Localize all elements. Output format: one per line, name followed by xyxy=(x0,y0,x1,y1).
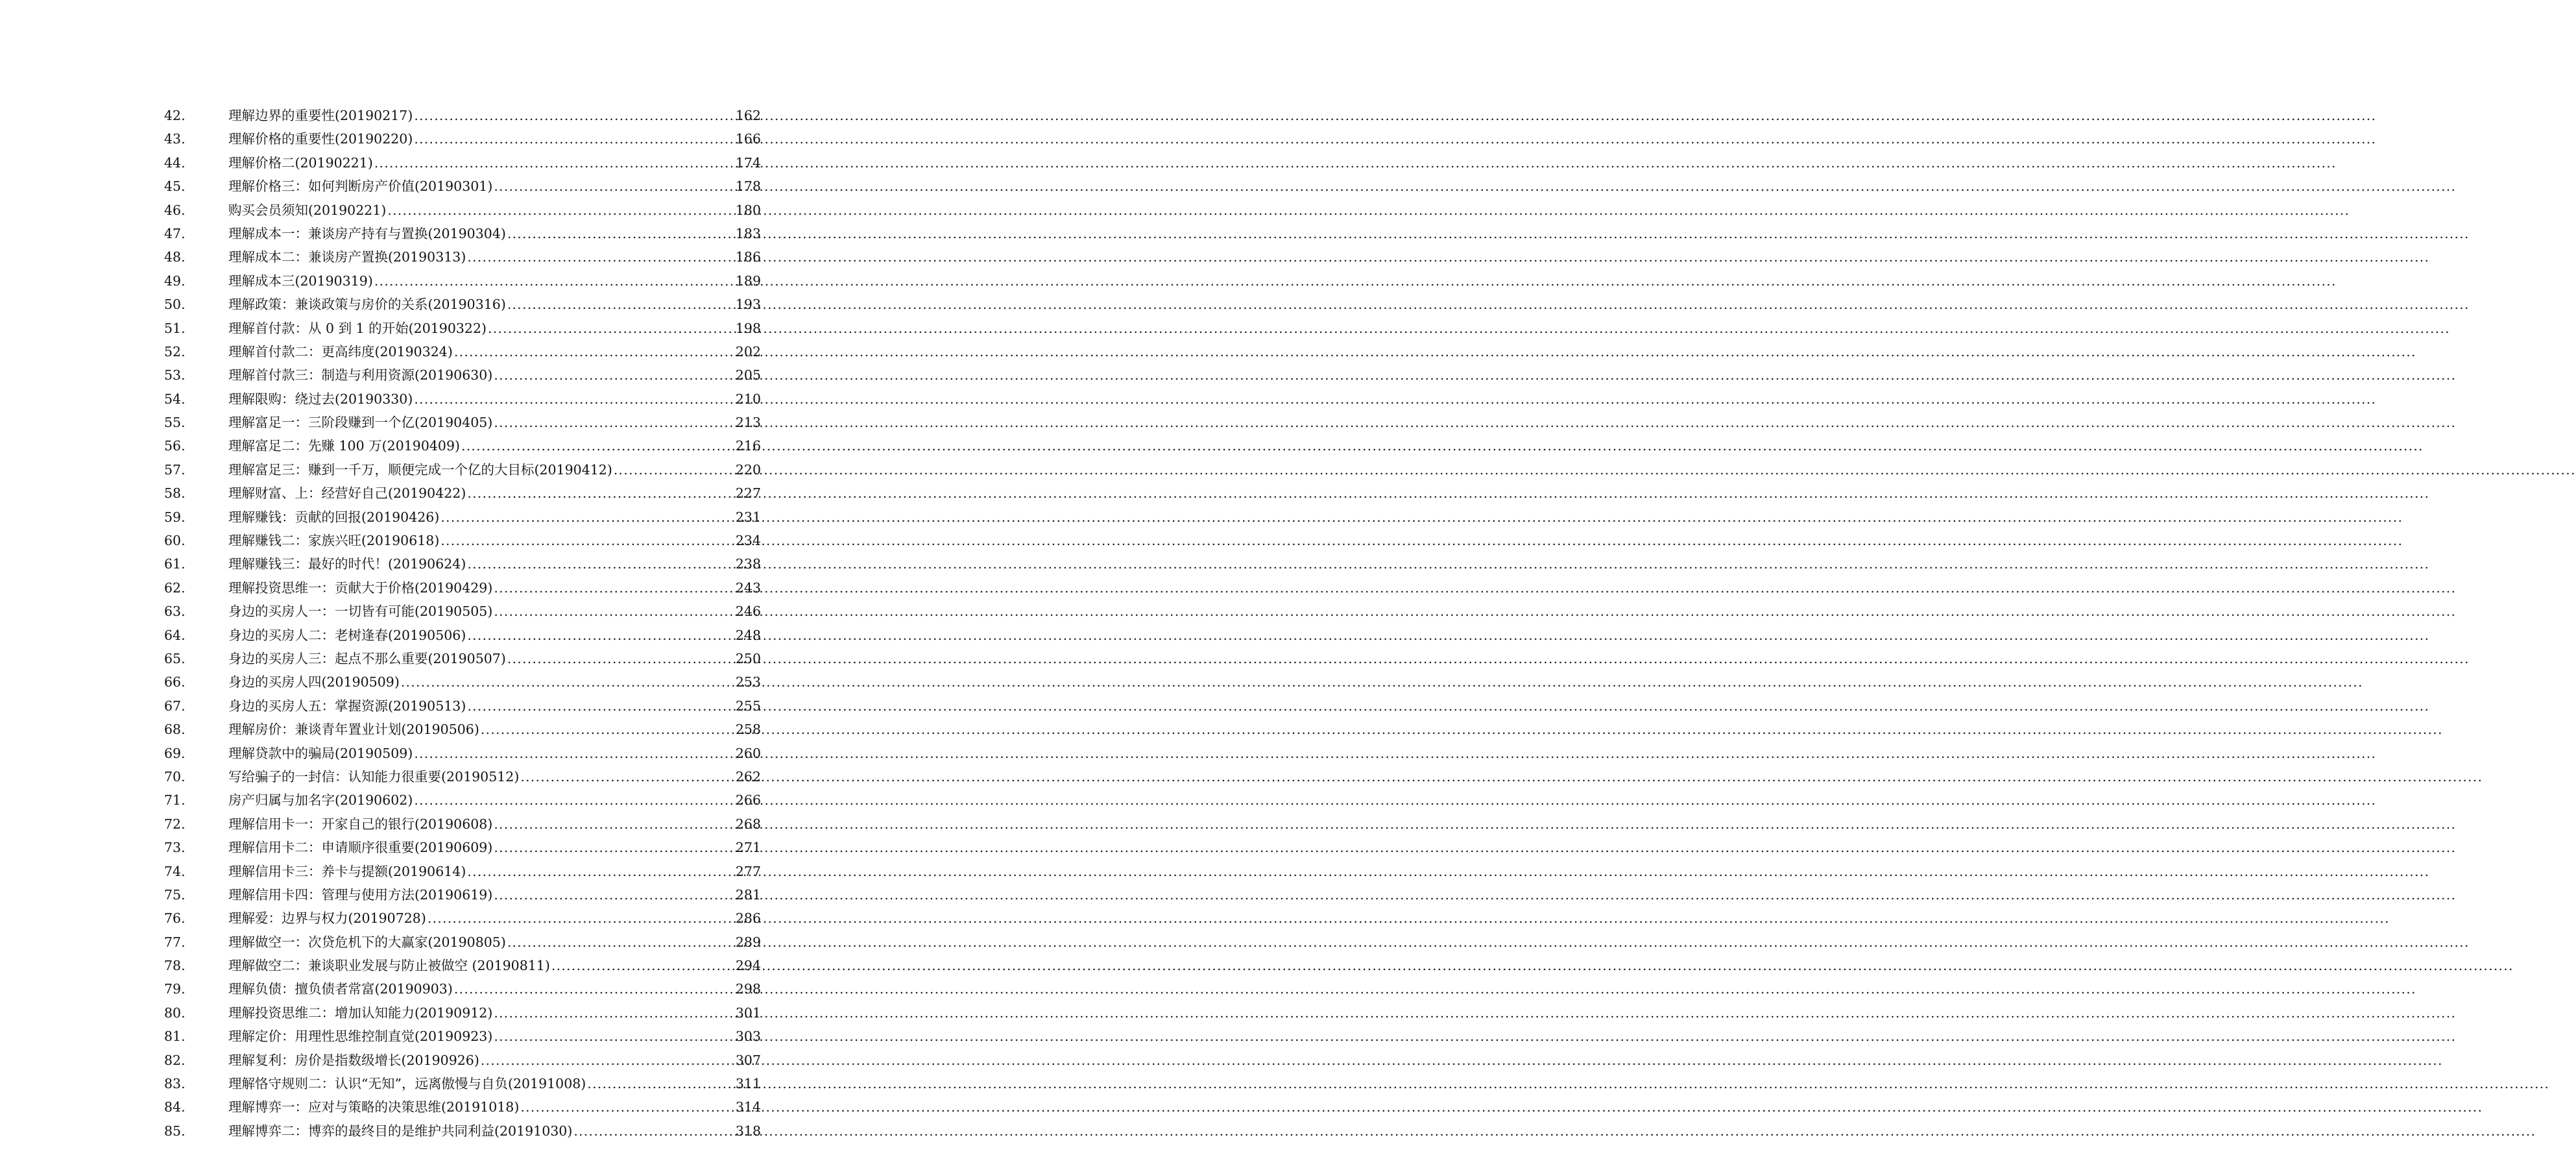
toc-dot-leader xyxy=(461,434,734,457)
toc-entry-title: 理解爱：边界与权力(20190728) xyxy=(228,910,426,927)
toc-entry-17[interactable] xyxy=(0,505,896,529)
toc-entry-24[interactable] xyxy=(0,670,896,694)
toc-entry-number: 46. xyxy=(164,202,186,218)
toc-entry-page: 307 xyxy=(735,1052,761,1068)
toc-entry-number: 47. xyxy=(164,225,186,241)
toc-entry-line xyxy=(228,411,761,434)
toc-entry-page: 294 xyxy=(735,958,761,974)
toc-entry-number: 62. xyxy=(164,579,186,596)
toc-entry-34[interactable] xyxy=(0,906,896,930)
toc-entry-line xyxy=(228,340,761,363)
toc-entry-number: 71. xyxy=(164,792,186,809)
toc-entry-line xyxy=(228,954,761,977)
toc-entry-page: 162 xyxy=(735,108,761,123)
toc-entry-page: 216 xyxy=(735,438,761,454)
toc-entry-line xyxy=(228,245,761,269)
toc-entry-page: 303 xyxy=(735,1028,761,1045)
toc-entry-page: 248 xyxy=(735,627,761,643)
toc-entry-number: 42. xyxy=(164,108,186,123)
toc-entry-30[interactable] xyxy=(0,812,896,836)
toc-entry-page: 234 xyxy=(735,533,761,549)
toc-entry-20[interactable] xyxy=(0,576,896,600)
toc-entry-page: 298 xyxy=(735,981,761,997)
toc-entry-line xyxy=(228,977,761,1001)
toc-entry-title: 理解限购：绕过去(20190330) xyxy=(228,391,413,407)
toc-entry-page: 198 xyxy=(735,320,761,336)
toc-entry-23[interactable] xyxy=(0,647,896,670)
toc-entry-36[interactable] xyxy=(0,954,896,977)
toc-entry-page: 246 xyxy=(735,603,761,620)
toc-entry-number: 45. xyxy=(164,178,186,195)
toc-entry-number: 53. xyxy=(164,367,186,383)
toc-entry-page: 286 xyxy=(735,910,761,927)
toc-entry-number: 59. xyxy=(164,509,186,525)
toc-entry-number: 54. xyxy=(164,391,186,407)
toc-entry-line xyxy=(228,222,761,245)
toc-entry-title: 理解做空一：次贷危机下的大赢家(20190805) xyxy=(228,934,506,950)
toc-entry-title: 身边的买房人五：掌握资源(20190513) xyxy=(228,698,466,714)
toc-entry-line xyxy=(228,1119,761,1143)
toc-entry-number: 58. xyxy=(164,485,186,502)
toc-entry-page: 166 xyxy=(735,131,761,147)
toc-entry-page: 213 xyxy=(735,415,761,431)
toc-entry-25[interactable] xyxy=(0,694,896,718)
toc-entry-page: 268 xyxy=(735,816,761,832)
toc-entry-19[interactable] xyxy=(0,552,896,576)
toc-dot-leader xyxy=(440,529,734,552)
toc-entry-title: 理解投资思维二：增加认知能力(20190912) xyxy=(228,1004,493,1021)
toc-entry-number: 76. xyxy=(164,910,186,927)
toc-dot-leader xyxy=(494,363,734,387)
toc-entry-line xyxy=(228,458,761,481)
toc-entry-number: 66. xyxy=(164,674,186,690)
table-of-contents xyxy=(0,104,896,1143)
toc-dot-leader xyxy=(507,222,734,245)
toc-entry-title: 理解投资思维一：贡献大于价格(20190429) xyxy=(228,579,493,596)
toc-dot-leader xyxy=(414,104,734,127)
toc-entry-line xyxy=(228,387,761,411)
toc-entry-page: 281 xyxy=(735,886,761,903)
toc-entry-line xyxy=(228,576,761,600)
toc-entry-31[interactable] xyxy=(0,836,896,859)
toc-entry-line xyxy=(228,1049,761,1072)
toc-entry-title: 理解赚钱：贡献的回报(20190426) xyxy=(228,509,440,525)
toc-entry-13[interactable] xyxy=(0,411,896,434)
toc-entry-page: 220 xyxy=(735,461,761,478)
toc-entry-line xyxy=(228,600,761,623)
toc-entry-12[interactable] xyxy=(0,387,896,411)
toc-entry-line xyxy=(228,1025,761,1048)
toc-entry-page: 186 xyxy=(735,249,761,265)
toc-entry-number: 81. xyxy=(164,1028,186,1045)
toc-entry-title: 理解富足二：先赚 100 万(20190409) xyxy=(228,438,460,454)
toc-dot-leader xyxy=(488,317,734,340)
toc-entry-page: 253 xyxy=(735,674,761,690)
toc-entry-page: 174 xyxy=(735,154,761,171)
toc-entry-35[interactable] xyxy=(0,931,896,954)
toc-entry-15[interactable] xyxy=(0,458,896,481)
toc-entry-title: 写给骗子的一封信：认知能力很重要(20190512) xyxy=(228,768,520,785)
toc-dot-leader xyxy=(614,458,734,481)
toc-entry-33[interactable] xyxy=(0,883,896,906)
toc-entry-title: 理解负债：擅负债者常富(20190903) xyxy=(228,981,453,997)
toc-entry-title: 身边的买房人一：一切皆有可能(20190505) xyxy=(228,603,493,620)
toc-entry-page: 262 xyxy=(735,768,761,785)
toc-entry-number: 68. xyxy=(164,722,186,738)
toc-entry-32[interactable] xyxy=(0,860,896,883)
toc-dot-leader xyxy=(467,624,734,647)
toc-entry-line xyxy=(228,931,761,954)
toc-entry-number: 69. xyxy=(164,745,186,761)
toc-dot-leader xyxy=(494,600,734,623)
toc-entry-page: 178 xyxy=(735,178,761,195)
toc-entry-title: 理解首付款三：制造与利用资源(20190630) xyxy=(228,367,493,383)
toc-entry-line xyxy=(228,199,761,222)
toc-entry-18[interactable] xyxy=(0,529,896,552)
toc-dot-leader xyxy=(374,151,734,175)
toc-entry-title: 身边的买房人二：老树逢春(20190506) xyxy=(228,627,466,643)
toc-dot-leader xyxy=(507,647,734,670)
toc-dot-leader xyxy=(494,411,734,434)
toc-entry-line xyxy=(228,694,761,718)
toc-entry-number: 52. xyxy=(164,343,186,359)
toc-entry-title: 理解价格二(20190221) xyxy=(228,154,373,171)
toc-entry-16[interactable] xyxy=(0,481,896,505)
toc-dot-leader xyxy=(494,175,734,198)
toc-entry-21[interactable] xyxy=(0,600,896,623)
toc-entry-title: 理解信用卡四：管理与使用方法(20190619) xyxy=(228,886,493,903)
toc-entry-number: 64. xyxy=(164,627,186,643)
toc-entry-4[interactable] xyxy=(0,199,896,222)
toc-dot-leader xyxy=(494,1001,734,1025)
toc-entry-line xyxy=(228,175,761,198)
toc-entry-number: 79. xyxy=(164,981,186,997)
toc-entry-number: 49. xyxy=(164,273,186,289)
toc-dot-leader xyxy=(507,931,734,954)
toc-entry-line xyxy=(228,860,761,883)
toc-entry-29[interactable] xyxy=(0,788,896,812)
toc-dot-leader xyxy=(467,481,734,505)
toc-dot-leader xyxy=(467,552,734,576)
toc-dot-leader xyxy=(494,812,734,836)
toc-entry-title: 理解首付款二：更高纬度(20190324) xyxy=(228,343,453,359)
toc-entry-title: 理解价格三：如何判断房产价值(20190301) xyxy=(228,178,493,195)
toc-dot-leader xyxy=(481,718,734,741)
toc-entry-line xyxy=(228,1095,761,1119)
toc-entry-title: 理解贷款中的骗局(20190509) xyxy=(228,745,413,761)
toc-entry-title: 理解房价：兼谈青年置业计划(20190506) xyxy=(228,722,479,738)
toc-entry-line xyxy=(228,788,761,812)
toc-entry-title: 身边的买房人四(20190509) xyxy=(228,674,400,690)
toc-entry-title: 理解边界的重要性(20190217) xyxy=(228,108,413,123)
toc-entry-number: 78. xyxy=(164,958,186,974)
toc-entry-number: 85. xyxy=(164,1123,186,1139)
toc-entry-title: 理解恪守规则二：认识“无知”，远离傲慢与自负(20191008) xyxy=(228,1076,586,1092)
toc-entry-page: 301 xyxy=(735,1004,761,1021)
toc-entry-10[interactable] xyxy=(0,340,896,363)
toc-entry-page: 231 xyxy=(735,509,761,525)
toc-entry-14[interactable] xyxy=(0,434,896,457)
toc-entry-5[interactable] xyxy=(0,222,896,245)
toc-entry-title: 理解复利：房价是指数级增长(20190926) xyxy=(228,1052,479,1068)
toc-dot-leader xyxy=(494,836,734,859)
toc-entry-title: 理解信用卡三：养卡与提额(20190614) xyxy=(228,863,466,879)
toc-entry-line xyxy=(228,812,761,836)
toc-entry-number: 55. xyxy=(164,415,186,431)
toc-entry-page: 202 xyxy=(735,343,761,359)
toc-entry-line xyxy=(228,765,761,788)
toc-entry-title: 购买会员须知(20190221) xyxy=(228,202,387,218)
toc-entry-37[interactable] xyxy=(0,977,896,1001)
toc-dot-leader xyxy=(387,199,734,222)
toc-entry-title: 理解首付款：从 0 到 1 的开始(20190322) xyxy=(228,320,487,336)
toc-entry-title: 身边的买房人三：起点不那么重要(20190507) xyxy=(228,650,506,666)
toc-entry-line xyxy=(228,505,761,529)
toc-entry-number: 63. xyxy=(164,603,186,620)
toc-entry-line xyxy=(228,670,761,694)
toc-entry-line xyxy=(228,529,761,552)
toc-entry-page: 189 xyxy=(735,273,761,289)
toc-entry-title: 理解赚钱三：最好的时代！(20190624) xyxy=(228,556,466,572)
toc-dot-leader xyxy=(494,576,734,600)
toc-entry-line xyxy=(228,906,761,930)
toc-entry-number: 73. xyxy=(164,840,186,856)
toc-entry-number: 84. xyxy=(164,1099,186,1115)
toc-entry-page: 289 xyxy=(735,934,761,950)
toc-entry-39[interactable] xyxy=(0,1025,896,1048)
toc-dot-leader xyxy=(414,788,734,812)
toc-entry-2[interactable] xyxy=(0,151,896,175)
toc-entry-title: 房产归属与加名字(20190602) xyxy=(228,792,413,809)
toc-entry-page: 277 xyxy=(735,863,761,879)
toc-entry-number: 77. xyxy=(164,934,186,950)
toc-entry-40[interactable] xyxy=(0,1049,896,1072)
toc-dot-leader xyxy=(551,954,734,977)
toc-entry-title: 理解做空二：兼谈职业发展与防止被做空 (20190811) xyxy=(228,958,550,974)
toc-entry-title: 理解成本一：兼谈房产持有与置换(20190304) xyxy=(228,225,506,241)
toc-entry-number: 72. xyxy=(164,816,186,832)
toc-entry-page: 180 xyxy=(735,202,761,218)
toc-entry-8[interactable] xyxy=(0,293,896,316)
toc-entry-page: 311 xyxy=(735,1076,761,1092)
toc-dot-leader xyxy=(427,906,734,930)
toc-entry-line xyxy=(228,742,761,765)
toc-entry-26[interactable] xyxy=(0,718,896,741)
toc-entry-line xyxy=(228,552,761,576)
toc-entry-line xyxy=(228,363,761,387)
toc-entry-page: 243 xyxy=(735,579,761,596)
toc-entry-page: 210 xyxy=(735,391,761,407)
toc-entry-11[interactable] xyxy=(0,363,896,387)
toc-entry-line xyxy=(228,434,761,457)
toc-entry-number: 51. xyxy=(164,320,186,336)
toc-entry-28[interactable] xyxy=(0,765,896,788)
toc-entry-41[interactable] xyxy=(0,1072,896,1095)
toc-entry-page: 314 xyxy=(735,1099,761,1115)
toc-entry-title: 理解富足一：三阶段赚到一个亿(20190405) xyxy=(228,415,493,431)
toc-entry-number: 43. xyxy=(164,131,186,147)
toc-entry-line xyxy=(228,883,761,906)
toc-entry-title: 理解博弈二：博弈的最终目的是维护共同利益(20191030) xyxy=(228,1123,573,1139)
toc-entry-line xyxy=(228,269,761,293)
toc-dot-leader xyxy=(414,127,734,151)
toc-entry-number: 67. xyxy=(164,698,186,714)
toc-entry-line xyxy=(228,647,761,670)
toc-entry-page: 205 xyxy=(735,367,761,383)
toc-dot-leader xyxy=(520,1095,734,1119)
toc-entry-line xyxy=(228,151,761,175)
toc-dot-leader xyxy=(494,883,734,906)
toc-dot-leader xyxy=(507,293,734,316)
toc-entry-7[interactable] xyxy=(0,269,896,293)
toc-dot-leader xyxy=(454,977,734,1001)
toc-dot-leader xyxy=(481,1049,734,1072)
toc-dot-leader xyxy=(401,670,734,694)
toc-entry-page: 238 xyxy=(735,556,761,572)
toc-entry-38[interactable] xyxy=(0,1001,896,1025)
toc-entry-title: 理解价格的重要性(20190220) xyxy=(228,131,413,147)
toc-entry-page: 318 xyxy=(735,1123,761,1139)
toc-entry-number: 50. xyxy=(164,297,186,313)
toc-dot-leader xyxy=(414,742,734,765)
toc-dot-leader xyxy=(587,1072,734,1095)
toc-dot-leader xyxy=(520,765,734,788)
toc-entry-page: 266 xyxy=(735,792,761,809)
toc-entry-line xyxy=(228,293,761,316)
toc-entry-title: 理解博弈一：应对与策略的决策思维(20191018) xyxy=(228,1099,520,1115)
toc-entry-title: 理解财富、上：经营好自己(20190422) xyxy=(228,485,466,502)
toc-entry-page: 193 xyxy=(735,297,761,313)
toc-entry-title: 理解定价：用理性思维控制直觉(20190923) xyxy=(228,1028,493,1045)
toc-entry-line xyxy=(228,127,761,151)
toc-entry-page: 260 xyxy=(735,745,761,761)
toc-entry-page: 255 xyxy=(735,698,761,714)
toc-dot-leader xyxy=(494,1025,734,1048)
toc-entry-line xyxy=(228,481,761,505)
toc-entry-6[interactable] xyxy=(0,245,896,269)
toc-entry-27[interactable] xyxy=(0,742,896,765)
toc-dot-leader xyxy=(374,269,734,293)
toc-entry-title: 理解信用卡一：开家自己的银行(20190608) xyxy=(228,816,493,832)
toc-entry-number: 83. xyxy=(164,1076,186,1092)
toc-entry-number: 80. xyxy=(164,1004,186,1021)
toc-entry-number: 60. xyxy=(164,533,186,549)
toc-entry-line xyxy=(228,624,761,647)
toc-entry-number: 61. xyxy=(164,556,186,572)
toc-entry-title: 理解成本二：兼谈房产置换(20190313) xyxy=(228,249,466,265)
toc-dot-leader xyxy=(467,860,734,883)
toc-entry-title: 理解赚钱二：家族兴旺(20190618) xyxy=(228,533,440,549)
toc-entry-title: 理解富足三：赚到一千万，顺便完成一个亿的大目标(20190412) xyxy=(228,461,612,478)
toc-entry-line xyxy=(228,836,761,859)
toc-entry-number: 65. xyxy=(164,650,186,666)
toc-entry-43[interactable] xyxy=(0,1119,896,1143)
toc-entry-title: 理解成本三(20190319) xyxy=(228,273,373,289)
toc-entry-page: 271 xyxy=(735,840,761,856)
toc-dot-leader xyxy=(573,1119,734,1143)
toc-entry-number: 56. xyxy=(164,438,186,454)
toc-entry-page: 227 xyxy=(735,485,761,502)
toc-dot-leader xyxy=(467,245,734,269)
toc-entry-3[interactable] xyxy=(0,175,896,198)
toc-entry-line xyxy=(228,317,761,340)
toc-dot-leader xyxy=(454,340,734,363)
toc-dot-leader xyxy=(440,505,734,529)
toc-entry-page: 183 xyxy=(735,225,761,241)
toc-entry-page: 250 xyxy=(735,650,761,666)
toc-entry-number: 82. xyxy=(164,1052,186,1068)
toc-entry-22[interactable] xyxy=(0,624,896,647)
toc-entry-line xyxy=(228,1001,761,1025)
toc-entry-9[interactable] xyxy=(0,317,896,340)
toc-entry-title: 理解政策：兼谈政策与房价的关系(20190316) xyxy=(228,297,506,313)
toc-entry-number: 57. xyxy=(164,461,186,478)
toc-entry-page: 258 xyxy=(735,722,761,738)
toc-entry-title: 理解信用卡二：申请顺序很重要(20190609) xyxy=(228,840,493,856)
toc-entry-1[interactable] xyxy=(0,127,896,151)
toc-entry-0[interactable] xyxy=(0,104,896,127)
toc-entry-number: 70. xyxy=(164,768,186,785)
toc-dot-leader xyxy=(467,694,734,718)
toc-entry-42[interactable] xyxy=(0,1095,896,1119)
toc-entry-line xyxy=(228,1072,761,1095)
toc-entry-line xyxy=(228,718,761,741)
toc-dot-leader xyxy=(414,387,734,411)
toc-entry-line xyxy=(228,104,761,127)
toc-entry-number: 44. xyxy=(164,154,186,171)
toc-entry-number: 74. xyxy=(164,863,186,879)
toc-entry-number: 75. xyxy=(164,886,186,903)
toc-entry-number: 48. xyxy=(164,249,186,265)
